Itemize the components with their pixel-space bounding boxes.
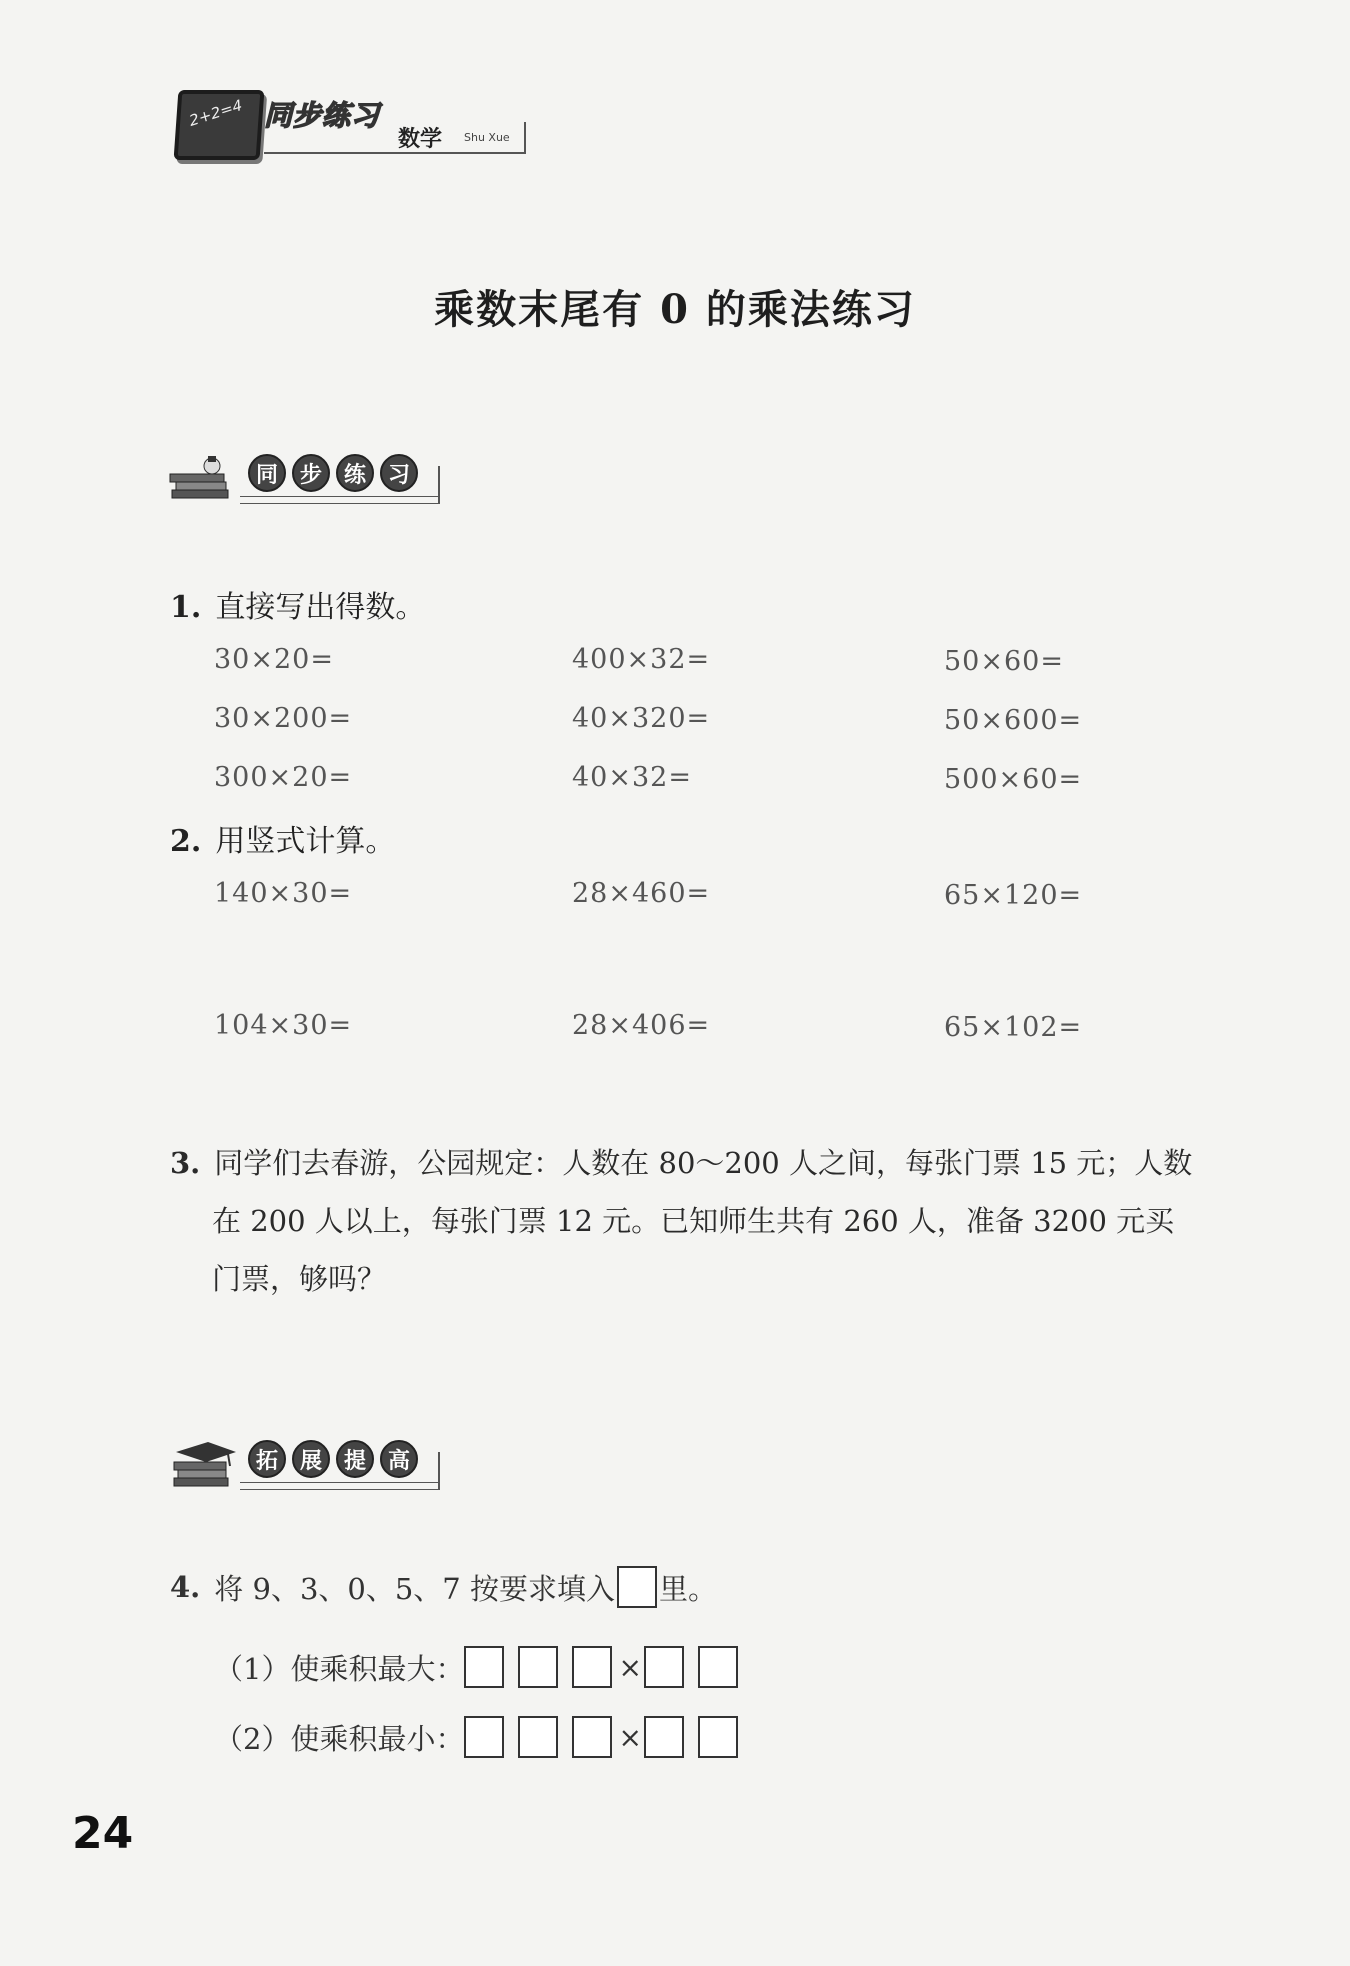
digit-box[interactable] [572,1716,612,1758]
digit-box[interactable] [518,1716,558,1758]
question-4-part-1 [214,1646,738,1688]
subject-label: 数学 [398,127,443,152]
question-number: 1. [170,590,202,625]
expression: 50×600= [944,705,1083,736]
section-banner-extension [168,1426,468,1506]
series-title: 同步练习 [264,99,381,132]
chalkboard-text: 2+2=4 [187,96,245,130]
multiply-sign: × [618,1650,642,1684]
expression: 40×320= [572,703,711,734]
expression: 40×32= [572,762,692,793]
question-prompt: 用竖式计算。 [215,824,396,859]
banner-rule [240,1482,440,1490]
expression: 300×20= [214,762,353,793]
digit-box[interactable] [644,1646,684,1688]
digit-box[interactable] [518,1646,558,1688]
digit-box[interactable] [644,1716,684,1758]
expression: 30×200= [214,703,353,734]
expression: 65×102= [944,1012,1083,1043]
question-2-title [170,816,395,860]
question-1-title [170,582,425,626]
question-3-line-2: 在 200 人以上，每张门票 12 元。已知师生共有 260 人，准备 3200 元买 [212,1204,1175,1238]
banner-rule-end [438,466,440,504]
part-label: （1）使乘积最大： [214,1651,465,1686]
expression: 140×30= [214,878,353,909]
chalkboard-icon [174,90,265,160]
banner-char: 习 [380,454,418,492]
page-number: 24 [72,1808,134,1859]
banner-char: 拓 [248,1440,286,1478]
banner-char: 展 [292,1440,330,1478]
part-label: （2）使乘积最小： [214,1721,465,1756]
banner-char: 同 [248,454,286,492]
digit-box[interactable] [698,1716,738,1758]
banner-char: 提 [336,1440,374,1478]
books-gradcap-icon [168,1442,236,1492]
banner-char: 练 [336,454,374,492]
banner-chars [248,1440,418,1478]
banner-rule-end [438,1452,440,1490]
digit-box[interactable] [572,1646,612,1688]
question-4-part-2 [214,1716,738,1758]
section-banner-sync-practice [168,440,468,520]
banner-rule [240,496,440,504]
question-3-line-3: 门票，够吗？ [212,1262,387,1296]
expression: 104×30= [214,1010,353,1041]
question-4-title [170,1566,717,1608]
books-lamp-icon [168,456,236,506]
question-number: 4. [170,1570,201,1604]
question-3-line-1 [170,1134,1210,1192]
header-rule-end [524,122,526,154]
subject-pinyin: Shu Xue [464,131,510,144]
question-number: 3. [170,1146,201,1180]
expression: 30×20= [214,644,334,675]
banner-chars [248,454,418,492]
expression: 65×120= [944,880,1083,911]
expression: 50×60= [944,646,1064,677]
question-prompt: 直接写出得数。 [215,590,426,625]
header-rule [264,152,526,154]
page-title: 乘数末尾有 0 的乘法练习 [434,286,916,333]
question-prompt-after: 里。 [658,1571,717,1606]
multiply-sign: × [618,1720,642,1754]
digit-box[interactable] [464,1716,504,1758]
digit-box[interactable] [698,1646,738,1688]
question-text: 同学们去春游，公园规定：人数在 80～200 人之间，每张门票 15 元；人数 [214,1146,1193,1180]
expression: 500×60= [944,764,1083,795]
question-3 [170,1134,1210,1308]
question-number: 2. [170,824,202,859]
digit-box[interactable] [464,1646,504,1688]
expression: 400×32= [572,644,711,675]
banner-char: 高 [380,1440,418,1478]
expression: 28×460= [572,878,711,909]
expression: 28×406= [572,1010,711,1041]
series-header [172,82,532,162]
banner-char: 步 [292,454,330,492]
answer-box-sample [617,1566,657,1608]
question-prompt-before: 将 9、3、0、5、7 按要求填入 [214,1571,615,1606]
